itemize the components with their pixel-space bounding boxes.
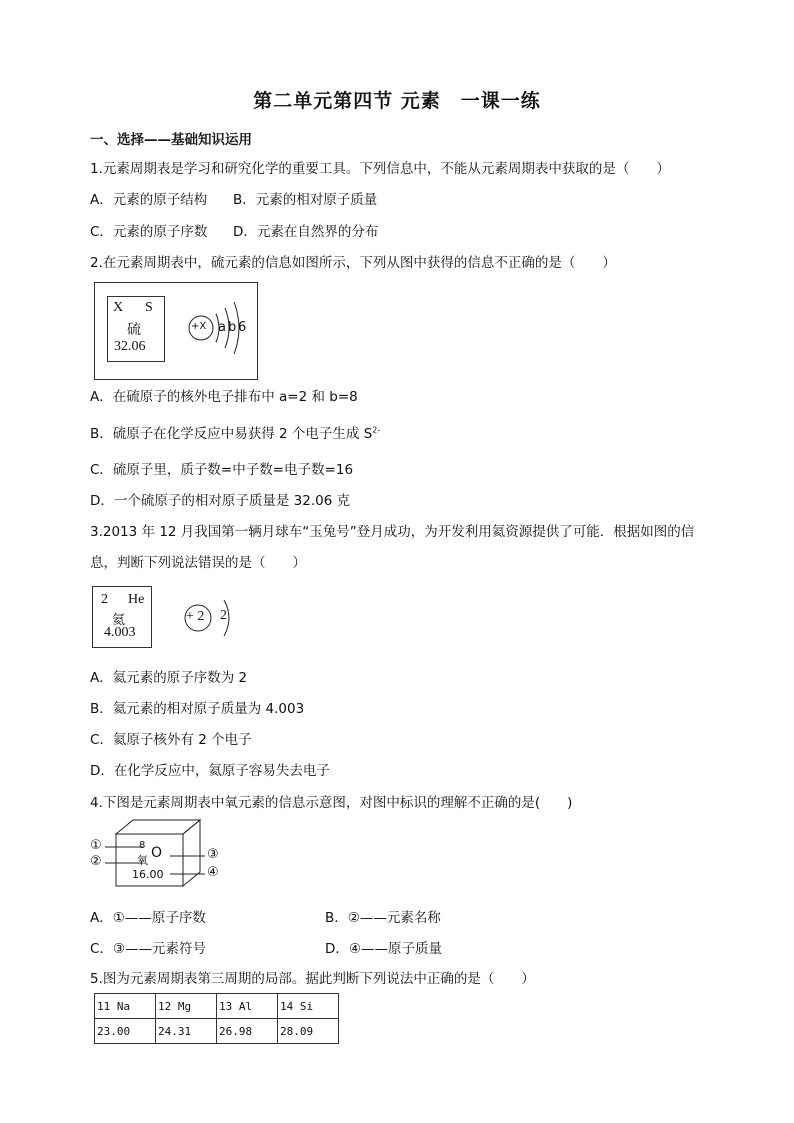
shell-label-b: b: [228, 320, 237, 335]
q3-option-c: C．氦原子核外有 2 个电子: [90, 732, 252, 748]
marker-4: ④: [207, 865, 219, 880]
q2-option-c: C．硫原子里，质子数=中子数=电子数=16: [90, 462, 354, 478]
q3-stem-line1: 3.2013 年 12 月我国第一辆月球车“玉兔号”登月成功，为开发利用氦资源提供了可能．根据如图的信: [90, 524, 695, 540]
period3-table: [94, 993, 339, 1044]
helium-shell-label: 2: [220, 608, 227, 623]
helium-mass: 4.003: [104, 625, 136, 640]
table-cell: 26.98: [217, 1019, 278, 1044]
q1-option-c: C．元素的原子序数: [90, 224, 208, 240]
q2-option-d: D．一个硫原子的相对原子质量是 32.06 克: [90, 493, 351, 509]
marker-1: ①: [90, 838, 102, 853]
q4-option-c: C．③——元素符号: [90, 941, 207, 957]
helium-name: 氦: [112, 613, 126, 628]
q2-option-a: A．在硫原子的核外电子排布中 a=2 和 b=8: [90, 389, 358, 405]
sulfur-nucleus-label: +X: [191, 321, 207, 332]
table-cell: 13 Al: [217, 994, 278, 1019]
q1-option-a: A．元素的原子结构: [90, 192, 208, 208]
table-cell: 12 Mg: [156, 994, 217, 1019]
q2-stem: 2.在元素周期表中，硫元素的信息如图所示，下列从图中获得的信息不正确的是（ ）: [90, 255, 616, 271]
q1-option-b: B．元素的相对原子质量: [233, 192, 378, 208]
q3-stem-line2: 息，判断下列说法错误的是（ ）: [90, 555, 306, 571]
q3-option-d: D．在化学反应中，氦原子容易失去电子: [90, 763, 330, 779]
oxygen-mass: 16.00: [132, 868, 164, 881]
page-title: 第二单元第四节 元素 一课一练: [253, 90, 541, 112]
section-heading: 一、选择——基础知识运用: [90, 132, 252, 148]
sulfur-mass: 32.06: [114, 339, 146, 354]
q5-stem: 5.图为元素周期表第三周期的局部。据此判断下列说法中正确的是（ ）: [90, 971, 535, 987]
marker-2: ②: [90, 854, 102, 869]
table-cell: 23.00: [95, 1019, 156, 1044]
q2-option-b: B．硫原子在化学反应中易获得 2 个电子生成 $S^{2-}$: [90, 425, 381, 442]
q3-option-b: B．氦元素的相对原子质量为 4.003: [90, 701, 305, 717]
sulfur-atomic-number: X: [113, 300, 124, 315]
q4-stem: 4.下图是元素周期表中氧元素的信息示意图，对图中标识的理解不正确的是( ): [90, 795, 573, 811]
cube-top-face: [116, 820, 200, 834]
q3-option-a: A．氦元素的原子序数为 2: [90, 670, 248, 686]
q1-option-d: D．元素在自然界的分布: [233, 224, 379, 240]
helium-nucleus-label: + 2: [186, 609, 205, 624]
table-cell: 24.31: [156, 1019, 217, 1044]
q1-stem: 1.元素周期表是学习和研究化学的重要工具。下列信息中，不能从元素周期表中获取的是（ ）: [90, 161, 670, 177]
shell-label-6: 6: [238, 320, 247, 335]
table-row: [95, 994, 339, 1019]
q4-option-a: A．①——原子序数: [90, 910, 206, 926]
helium-symbol: He: [128, 592, 145, 607]
q4-option-b: B．②——元素名称: [325, 910, 441, 926]
oxygen-atomic-number: 8: [139, 840, 146, 851]
table-cell: 14 Si: [278, 994, 339, 1019]
marker-3: ③: [207, 847, 219, 862]
shell-label-a: a: [218, 320, 226, 335]
table-cell: 28.09: [278, 1019, 339, 1044]
oxygen-symbol: O: [151, 845, 163, 861]
helium-atomic-number: 2: [101, 592, 108, 607]
sulfur-name: 硫: [127, 322, 141, 338]
sulfur-symbol: S: [145, 300, 153, 315]
oxygen-name: 氧: [137, 854, 148, 867]
cube-side-face: [183, 820, 200, 886]
table-cell: 11 Na: [95, 994, 156, 1019]
q4-option-d: D．④——原子质量: [325, 941, 442, 957]
table-row: [95, 1019, 339, 1044]
